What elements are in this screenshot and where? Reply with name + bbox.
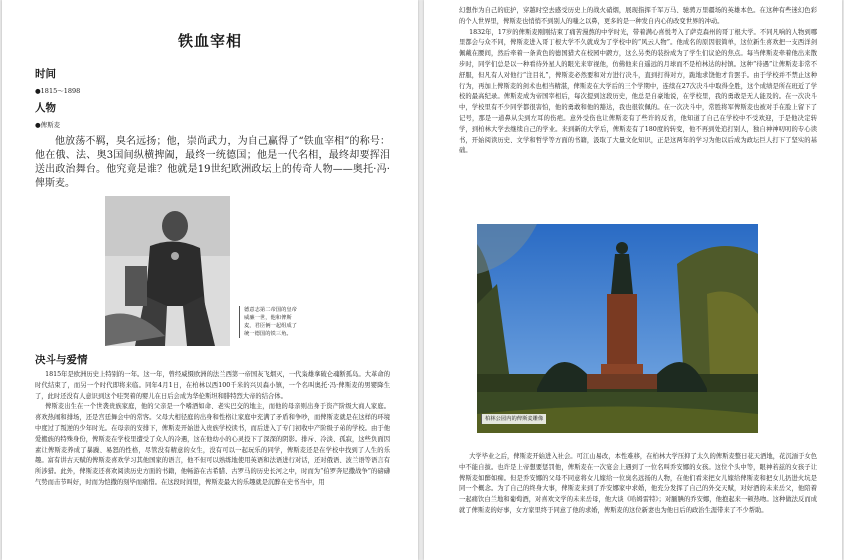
person-heading: 人物 [35,102,56,114]
intro-paragraph: 他放荡不羁，臭名远扬；他，崇尚武力，为自己赢得了“铁血宰相”的称号：他在俄、法、奥3国间纵横捭阖，最终一统德国；他是一代名相，最终却要挥泪送出政治舞台。他究竟是谁？他就是19世纪欧洲政坛上的传奇人物——奥托·冯·俾斯麦。 [35,136,390,189]
page-title: 铁血宰相 [177,32,242,50]
portrait-photo [105,196,230,346]
time-value: ●1815～1898 [35,87,81,95]
body-paragraph: 1832年，17岁的俾斯麦刚刚结束了痛苦漫熬的中学时光，带着满心喜悦考入了萨克森州的哥丁根大学。不同凡响的人物到哪里都会与众不同，俾斯麦进入哥丁根大学不久就成为了学校中的“风云人物”。他成名的原因很简单，这位新生喜欢把一支西洋剑佩戴在腰间，然后牵着一条黄色的德国猎犬在校园中踱方，这么另类的装扮成为了学生们议论的焦点。每当俾斯麦牵着他出来散步时，同学们总是以一种看待外星人的眼光来审视他，仿佛他来自遥远的月球而不是柏林达的村镇。这种“待遇”让俾斯麦非常不舒服，但凡有人对他行“注目礼”，俾斯麦必然要和对方进行决斗，直到打得对方，跪地求饶他才肯罢手。由于学校并不禁止这种行为，再加上俾斯麦的剑术也相当精湛，俾斯麦在大学后的三个学期中，连续在27次决斗中取得全胜，这个成绩是所在班近了学校的最高纪录。俾斯麦成为帝国宰相后，每次提到这段历史，他总是自豪地说，在学校里，我的勇敢是无人能及的。在一次决斗中，学校里有不少同学都很害怕，他的勇敢和他的豁达，我也很钦佩的。在一次决斗中，常胜将军俾斯麦也被对手在脸上留下了记号，那是一道鼻从尖到左耳的伤疤。意外受伤也让俾斯麦有了些许的反省，他知道了自己在学校中不受欢迎，于是他决定转学，到柏林大学去继续自己的学业。来到新的大学后，俾斯麦有了180度的转变，他不再到处追打别人，独自神神叨叨的专心读书，开始阅读历史、文学和哲学等方面的书籍，汲取了大量文化知识，正是这两年的学习为他以后成为政坛巨人打下了坚实的基础。 [459,28,817,155]
body-paragraph: 幻想作为自己的庇护，穿越时空去感受历史上的战火硝烟，展现指挥千军万马、驰骋万里疆场的英雄本色。在这种有些迷幻色彩的个人世界里，俾斯麦也悄悄不到别人的嗤之以鼻，更多的是一种发自内心的改变世界的冲动。 [459,7,817,25]
body-paragraph: 大学毕业之后，俾斯麦开始进入社会。可江山易改，本性难移，在柏林大学压抑了太久的俾斯麦整日花天酒地，花沉湎于女色中不能自拔。也许是上帝想要惩罚他，俾斯麦在一次宴会上遇到了一位名叫乔安娜的女孩。这位个头中等，眼神若兹的女孩子让俾斯麦如醉如痴。但是乔安娜的父母不同意将女儿嫁给一位臭名远扬的人物，在他们看来把女儿嫁给俾斯麦和把女儿扔进火坑是同一个概念。为了自己的终身大事，俾斯麦来到了乔安娜家中求婚，他充分发挥了自己的外交天赋，对好酒的未来岳父，他陪着一起痛饮白兰地和葡萄酒，对喜欢文学的未来岳母，他大谈《哈姆雷特》；对腼腆的乔安娜，他抱起来一顿热吻。这种做法反而成就了俾斯麦的好事，女方家里终于同意了他的求婚，俾斯麦的这位新妻也为他日后的政治生涯带来了不少帮助。 [459,453,817,514]
right-page [424,0,842,560]
body-paragraph: 1815年是欧洲历史上特别的一年。这一年，曾经威慑欧洲的法兰西第一帝国灰飞烟灭，一代枭雄拿破仑魂断孤岛。大革命的时代结束了，而另一个时代即将来临。同年4月1日，在柏林以西100千米的兴贝森小镇，一个名叫奥托·冯·俾斯麦的男婴降生了，此时还没有人意识到这个哇哭着的婴儿在日后会成为华伦斯坦和腓特烈大帝的结合体。 [35,371,390,400]
left-page [2,0,418,560]
body-paragraph: 俾斯麦出生在一个世袭贵族家庭，他的父亲是一个嗜酒如命、老实巴交的地主，而他的母亲则出身于资产阶级大商人家庭。喜欢热闹和排场，还是宫廷舞会中的常客。父母大相径庭的出身和性格让家庭中充满了矛盾和争吵，而俾斯麦就是在这样的环境中度过了叛逆的少年时光。在母亲的安排下，俾斯麦开始进入贵族学校读书，而后进入了专门初收中产阶级子弟的学校。由于他爱搬族的特殊身份，俾斯麦在学校里遭受了众人的冷遇，这在他幼小的心灵投下了深深的阴影。排斥、冷淡、孤寂，这些负面因素让俾斯麦养成了暴躁、易怒的性格，尽管没有精意的女生，没有可以一起玩乐的同学，俾斯麦还是在学校中找到了人生的乐趣。富有讲古天赋的俾斯麦喜欢学习其他国家的语言，他不但可以熟练地使用英语和法语进行对话，还对俄语、波兰语等语言有所涉猎。此外，俾斯麦还喜欢阅读历史方面的书籍，他畅游在古希腊、古罗马的历史长河之中，时而为“伯罗奔尼撒战争”的磅礴气势而击节叫好，时而为恺撒的刻毕而痛惜。在这段时间里，俾斯麦最大的乐趣就是沉醉在史书当中，用 [35,403,390,486]
body-text-top [459,6,817,157]
statue-photo [477,224,758,433]
portrait-caption: 德意志第二帝国的皇帝威廉一世，他和俾斯麦，君臣俩一起组成了统一德国的铁三角。 [239,306,300,338]
time-heading: 时间 [35,68,56,80]
statue-caption: 柏林公园内的俾斯麦雕像 [481,414,546,424]
person-value: ●俾斯麦 [35,121,61,129]
body-text-bottom [459,452,817,517]
body-text [35,370,390,489]
section-heading: 决斗与爱情 [35,354,88,366]
